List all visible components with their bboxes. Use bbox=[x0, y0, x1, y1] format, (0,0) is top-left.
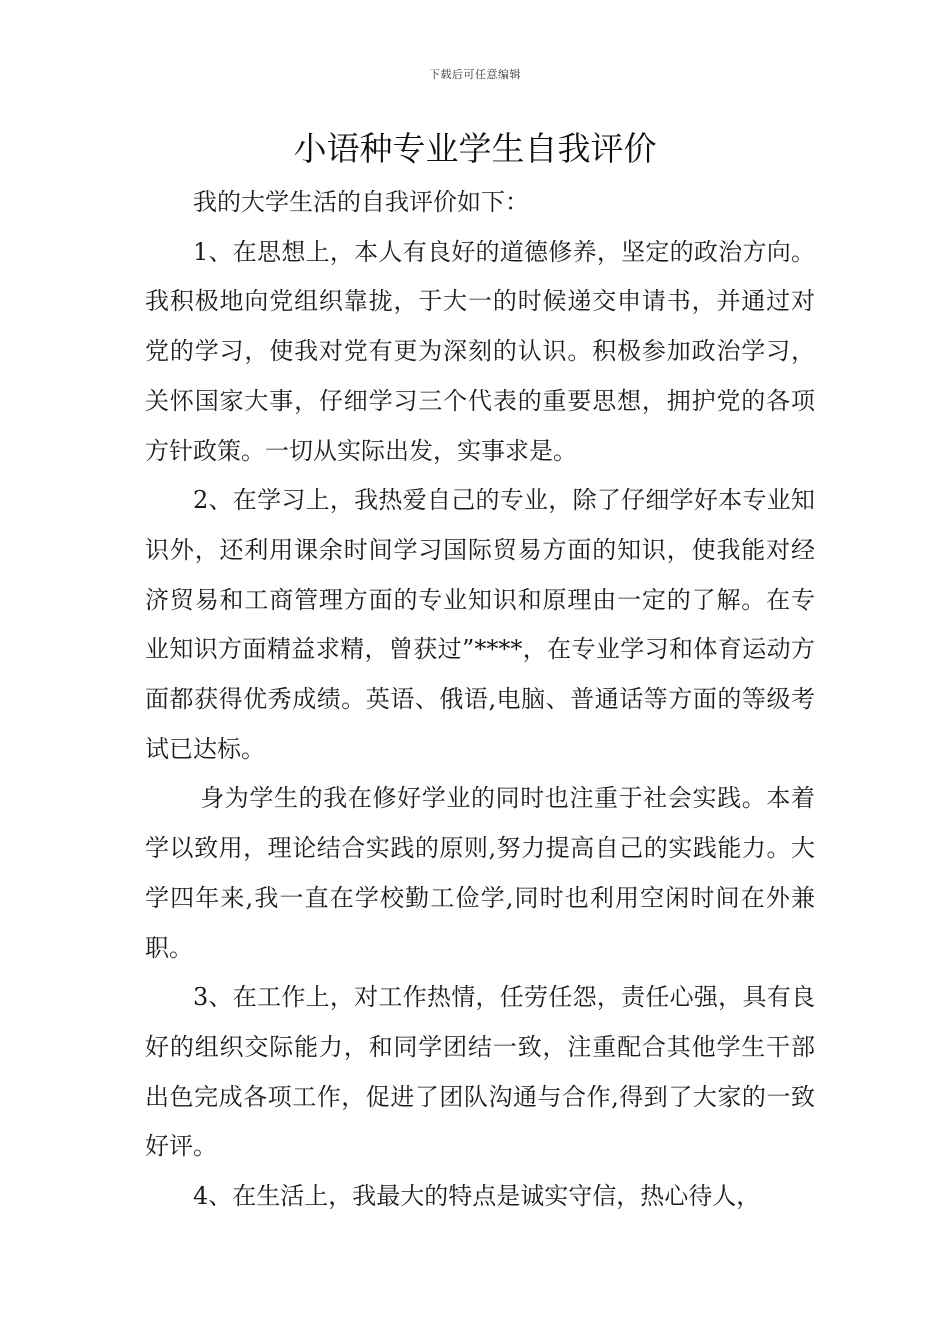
paragraph-study: 2、在学习上，我热爱自己的专业，除了仔细学好本专业知识外，还利用课余时间学习国际贸易方面的知识，使我能对经济贸易和工商管理方面的专业知识和原理由一定的了解。在专业知识方面精益求精，曾获过”****，在专业学习和体育运动方面都获得优秀成绩。英语、俄语,电脑、普通话等方面的等级考试已达标。 bbox=[145, 486, 815, 763]
document-body bbox=[145, 178, 815, 1222]
paragraph-work: 3、在工作上，对工作热情，任劳任怨，责任心强，具有良好的组织交际能力，和同学团结一致，注重配合其他学生干部出色完成各项工作，促进了团队沟通与合作,得到了大家的一致好评。 bbox=[145, 983, 815, 1161]
paragraph-ideology: 1、在思想上，本人有良好的道德修养，坚定的政治方向。我积极地向党组织靠拢，于大一的时候递交申请书，并通过对党的学习，使我对党有更为深刻的认识。积极参加政治学习，关怀国家大事，仔细学习三个代表的重要思想，拥护党的各项方针政策。一切从实际出发，实事求是。 bbox=[145, 237, 815, 465]
paragraph-intro: 我的大学生活的自我评价如下： bbox=[193, 188, 529, 216]
header-note: 下载后可任意编辑 bbox=[429, 68, 521, 81]
paragraph-practice: 身为学生的我在修好学业的同时也注重于社会实践。本着学以致用，理论结合实践的原则,努力提高自己的实践能力。大学四年来,我一直在学校勤工俭学,同时也利用空闲时间在外兼职。 bbox=[145, 784, 815, 962]
document-title: 小语种专业学生自我评价 bbox=[293, 129, 657, 168]
paragraph-life: 4、在生活上，我最大的特点是诚实守信，热心待人， bbox=[193, 1182, 761, 1211]
